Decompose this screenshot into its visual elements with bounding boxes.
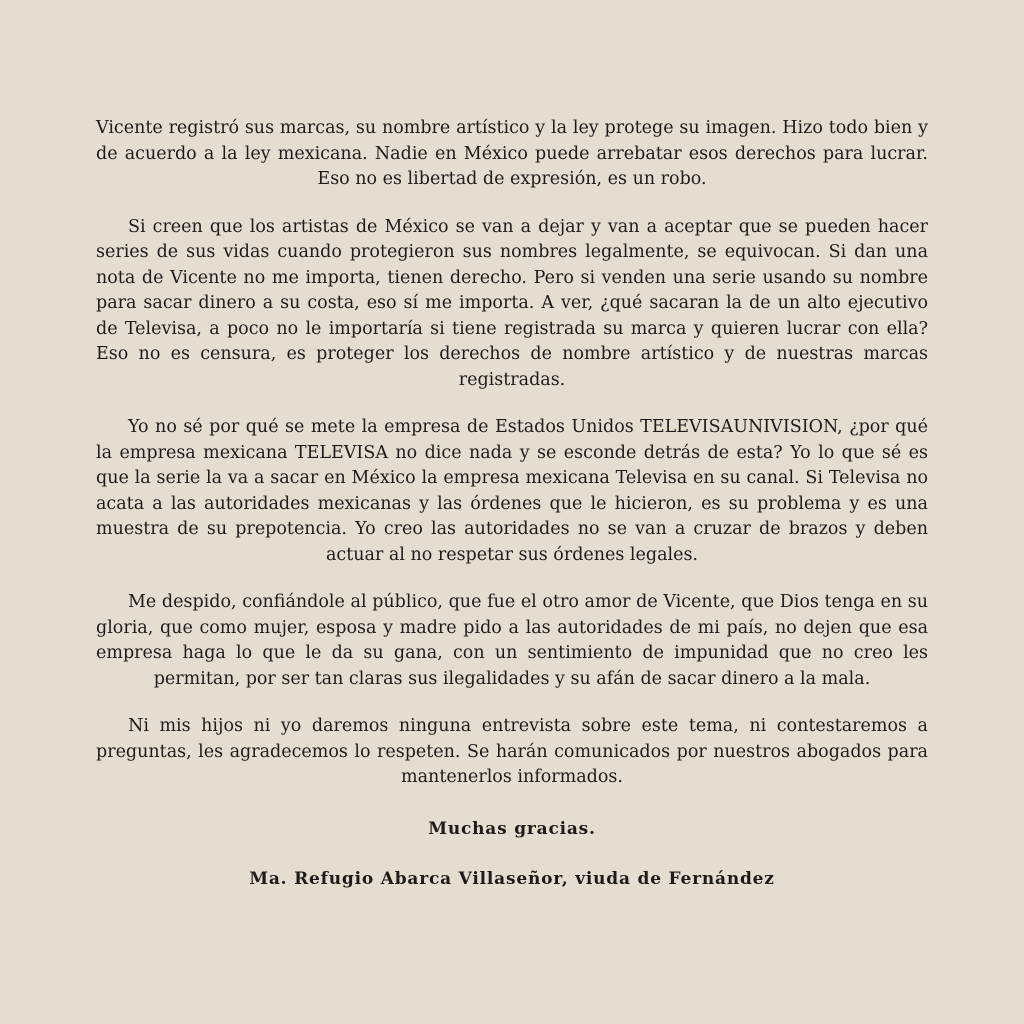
signature-line: Ma. Refugio Abarca Villaseñor, viuda de Fernández: [249, 868, 775, 889]
statement-body: [96, 116, 928, 891]
paragraph-televisa: Yo no sé por qué se mete la empresa de Estados Unidos TELEVISAUNIVISION, ¿por qué la empresa mexicana TELEVISA no dice nada y se esconde detrás de esta? Yo lo que sé es que la serie la va a sacar en México la empresa mexicana Televisa en su canal. Si Televisa no acata a las autoridades mexicanas y las órdenes que le hicieron, es su problema y es una muestra de su prepotencia. Yo creo las autoridades no se van a cruzar de brazos y deben actuar al no respetar sus órdenes legales.: [96, 417, 928, 565]
paragraph-no-interviews: Ni mis hijos ni yo daremos ninguna entrevista sobre este tema, ni contestaremos a preguntas, les agradecemos lo respeten. Se harán comunicados por nuestros abogados para mantenerlos informados.: [96, 716, 928, 787]
closing-line: Muchas gracias.: [428, 818, 596, 839]
paragraph-artists-rights: Si creen que los artistas de México se van a dejar y van a aceptar que se pueden hacer series de sus vidas cuando protegieron sus nombres legalmente, se equivocan. Si dan una nota de Vicente no me importa, tienen derecho. Pero si venden una serie usando su nombre para sacar dinero a su costa, eso sí me importa. A ver, ¿qué sacaran la de un alto ejecutivo de Televisa, a poco no le importaría si tiene registrada su marca y quieren lucrar con ella? Eso no es censura, es proteger los derechos de nombre artístico y de nuestras marcas registradas.: [96, 216, 928, 390]
paragraph-farewell: Me despido, confiándole al público, que fue el otro amor de Vicente, que Dios tenga en su gloria, que como mujer, esposa y madre pido a las autoridades de mi país, no dejen que esa empresa haga lo que le da su gana, con un sentimiento de impunidad que no creo les permitan, por ser tan claras sus ilegalidades y su afán de sacar dinero a la mala.: [96, 592, 928, 689]
paragraph-trademarks: Vicente registró sus marcas, su nombre artístico y la ley protege su imagen. Hizo todo bien y de acuerdo a la ley mexicana. Nadie en México puede arrebatar esos derechos para lucrar. Eso no es libertad de expresión, es un robo.: [96, 118, 928, 189]
